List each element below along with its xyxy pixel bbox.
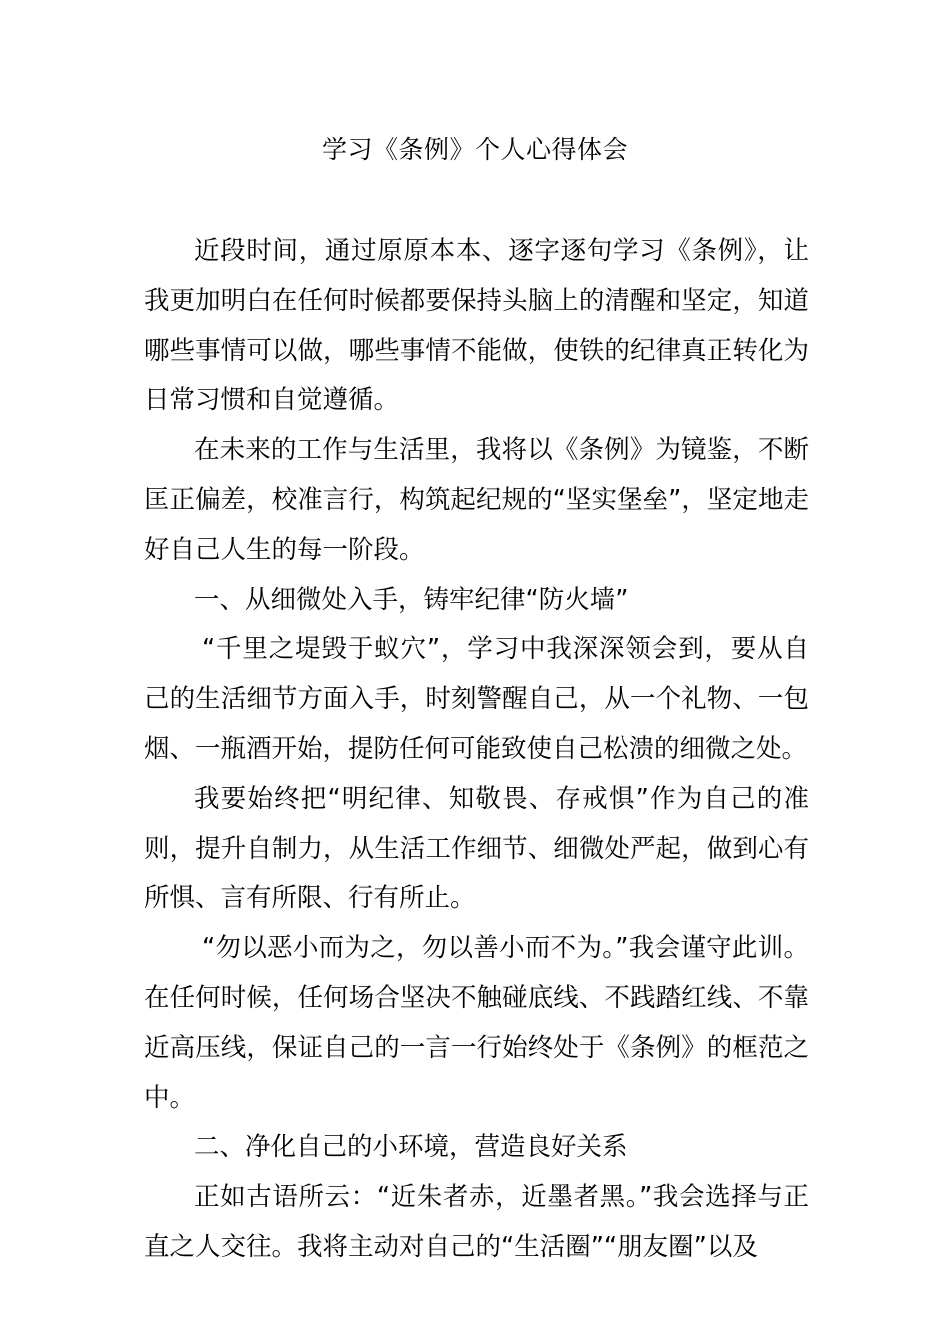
section-heading-one: 一、从细微处入手，铸牢纪律“防火墙” bbox=[194, 584, 629, 615]
paragraph-future: 在未来的工作与生活里，我将以《条例》为镜鉴，不断匡正偏差，校准言行，构筑起纪规的“坚实堡垒”，坚定地走好自己人生的每一阶段。 bbox=[144, 435, 809, 565]
paragraph-details: “千里之堤毁于蚁穴”，学习中我深深领会到，要从自己的生活细节方面入手，时刻警醒自己，从一个礼物、一包烟、一瓶酒开始，提防任何可能致使自己松溃的细微之处。 bbox=[144, 634, 809, 764]
paragraph-companions: 正如古语所云：“近朱者赤，近墨者黑。”我会选择与正直之人交往。我将主动对自己的“生活圈”“朋友圈”以及 bbox=[144, 1182, 809, 1262]
section-heading-two: 二、净化自己的小环境，营造良好关系 bbox=[194, 1132, 628, 1163]
document-body bbox=[144, 227, 809, 1273]
paragraph-principles: 我要始终把“明纪律、知敬畏、存戒惧”作为自己的准则，提升自制力，从生活工作细节、细微处严起，做到心有所惧、言有所限、行有所止。 bbox=[144, 783, 809, 914]
paragraph-maxim: “勿以恶小而为之，勿以善小而不为。”我会谨守此训。在任何时候，任何场合坚决不触碰底线、不践踏红线、不靠近高压线，保证自己的一言一行始终处于《条例》的框范之中。 bbox=[144, 933, 809, 1113]
document-title: 学习《条例》个人心得体会 bbox=[321, 135, 628, 164]
paragraph-intro: 近段时间，通过原原本本、逐字逐句学习《条例》，让我更加明白在任何时候都要保持头脑上的清醒和坚定，知道哪些事情可以做，哪些事情不能做，使铁的纪律真正转化为日常习惯和自觉遵循。 bbox=[144, 236, 809, 416]
